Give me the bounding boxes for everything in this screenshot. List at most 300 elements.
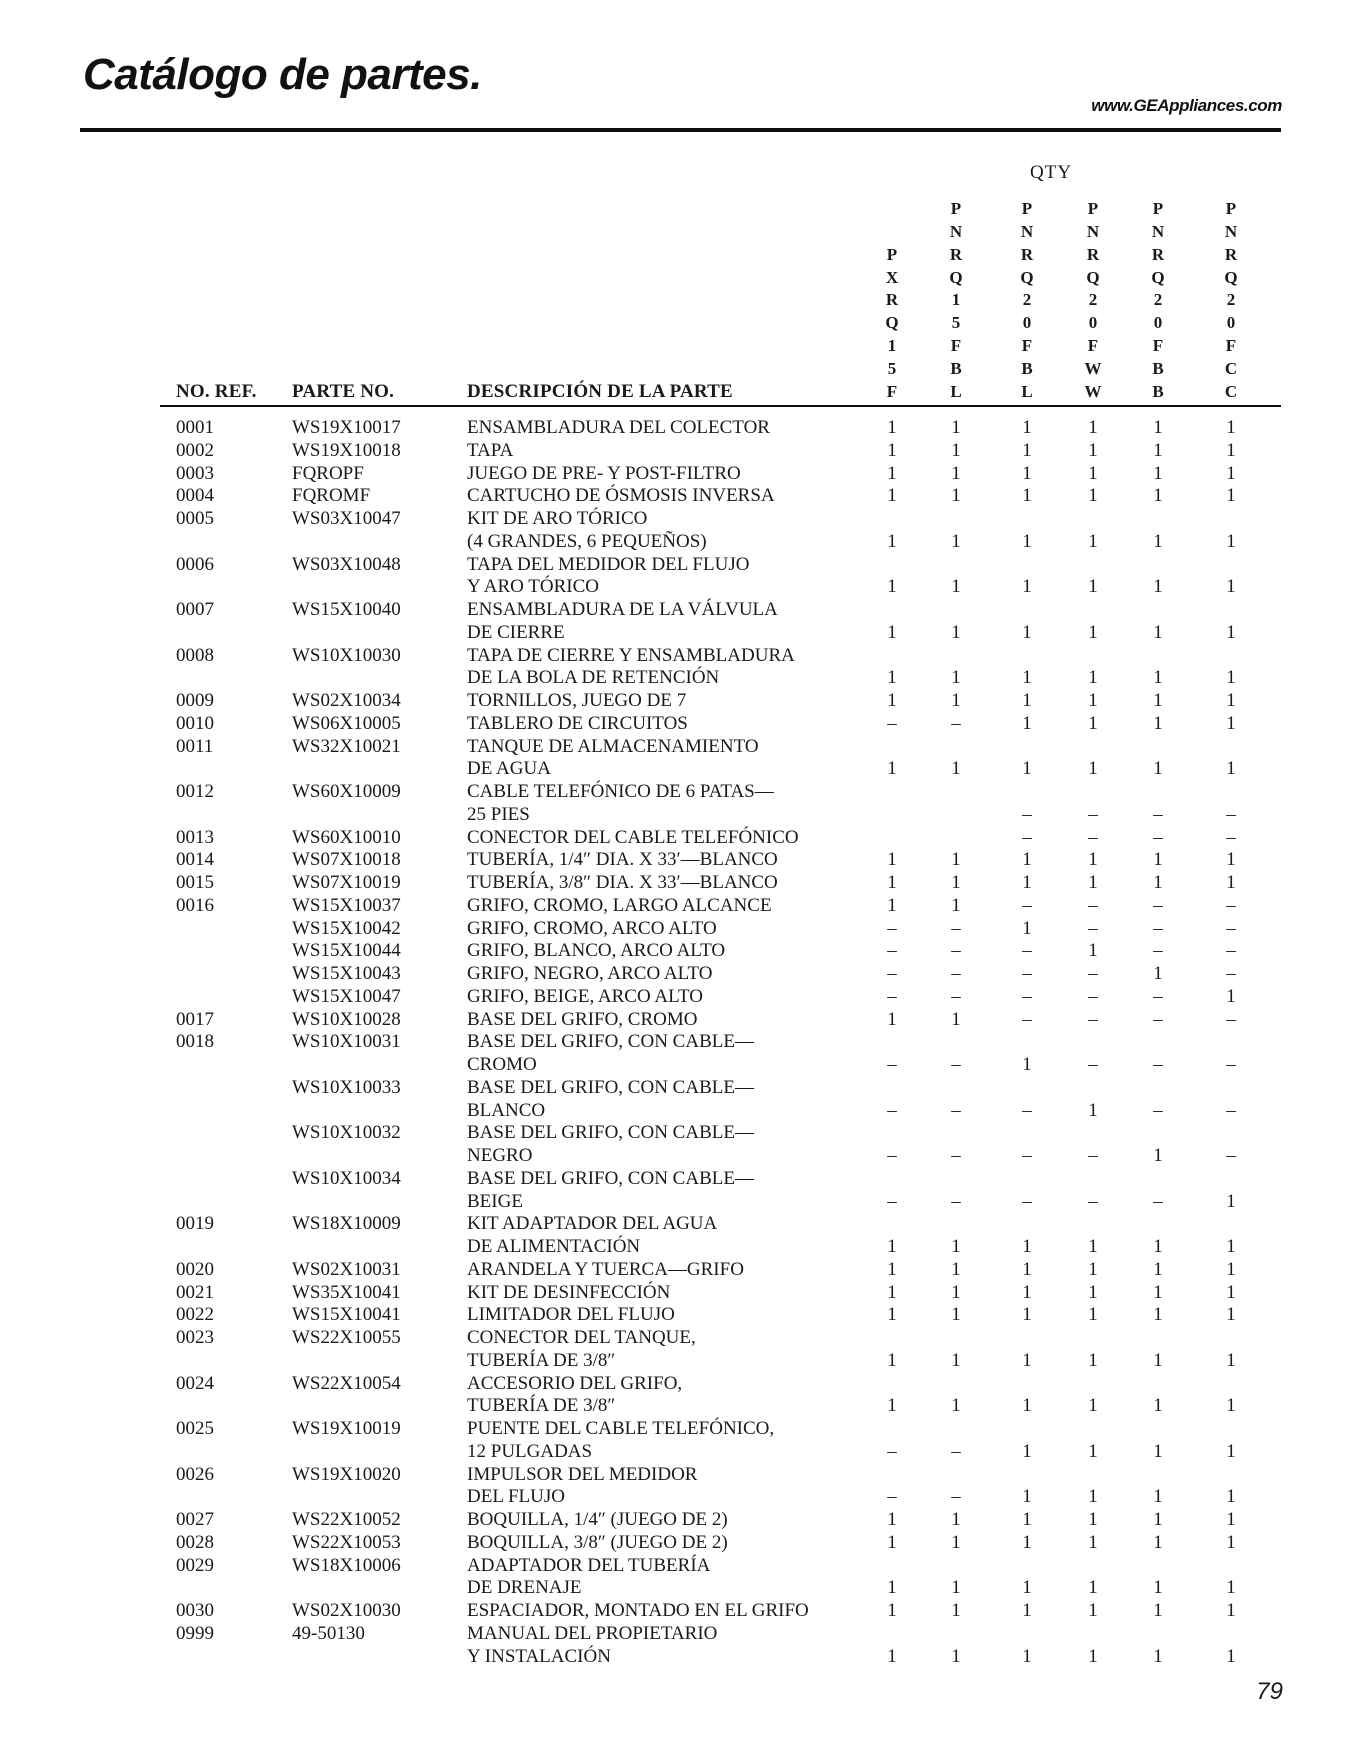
part-description: CABLE TELEFÓNICO DE 6 PATAS— [467, 781, 774, 802]
ref-number: 0018 [176, 1031, 214, 1053]
ref-number: 0016 [176, 894, 214, 916]
qty-cell: – [1088, 985, 1098, 1007]
qty-cell: 1 [1226, 1486, 1236, 1508]
model-code-char: 5 [951, 313, 961, 333]
qty-cell: 1 [951, 530, 961, 552]
qty-cell: – [951, 940, 961, 962]
qty-cell: 1 [887, 690, 897, 711]
part-description: ENSAMBLADURA DEL COLECTOR [467, 417, 770, 438]
table-row [0, 849, 1361, 872]
qty-cell: 1 [951, 849, 961, 871]
qty-cell: 1 [1088, 1600, 1098, 1621]
qty-cell: – [1088, 894, 1098, 916]
qty-cell: 1 [1153, 1236, 1163, 1257]
part-description: KIT DE ARO TÓRICO [467, 508, 648, 529]
qty-cell: 1 [1153, 1349, 1163, 1371]
model-code-char: P [886, 244, 898, 264]
qty-cell: – [1153, 1054, 1163, 1075]
part-description: NEGRO [467, 1145, 533, 1166]
table-row [0, 531, 1361, 554]
qty-cell: 1 [951, 1395, 961, 1417]
qty-cell: 1 [1153, 1395, 1163, 1417]
part-description: ACCESORIO DEL GRIFO, [467, 1372, 683, 1394]
table-row [0, 508, 1361, 531]
table-row [0, 804, 1361, 827]
qty-cell: – [1022, 1145, 1032, 1166]
ref-number: 0027 [176, 1509, 214, 1530]
ref-number: 0028 [176, 1531, 214, 1553]
part-description: DEL FLUJO [467, 1486, 565, 1508]
part-number: WS18X10009 [292, 1213, 401, 1235]
qty-cell: 1 [1088, 1099, 1098, 1121]
qty-cell: – [887, 985, 897, 1007]
part-description: PUENTE DEL CABLE TELEFÓNICO, [467, 1418, 775, 1439]
qty-cell: 1 [1022, 758, 1032, 780]
qty-cell: 1 [1226, 530, 1236, 552]
part-description: TAPA DEL MEDIDOR DEL FLUJO [467, 553, 750, 575]
model-code-char: N [1020, 221, 1034, 241]
qty-cell: 1 [1022, 621, 1032, 643]
qty-cell: – [1022, 826, 1032, 848]
qty-cell: 1 [951, 462, 961, 484]
qty-cell: 1 [1226, 417, 1236, 438]
model-code-char: Q [885, 313, 899, 333]
qty-cell: 1 [1226, 1645, 1236, 1667]
qty-cell: – [1226, 803, 1236, 825]
qty-cell: – [1022, 1190, 1032, 1212]
qty-cell: 1 [1022, 1531, 1032, 1553]
part-description: CONECTOR DEL TANQUE, [467, 1327, 696, 1348]
qty-cell: 1 [951, 758, 961, 780]
part-number: WS15X10043 [292, 963, 401, 984]
table-row [0, 1486, 1361, 1509]
table-row [0, 1623, 1361, 1646]
qty-cell: – [1226, 940, 1236, 962]
part-description: ENSAMBLADURA DE LA VÁLVULA [467, 599, 778, 620]
ref-number: 0011 [176, 735, 214, 757]
table-row [0, 645, 1361, 668]
qty-cell: 1 [1022, 1486, 1032, 1508]
table-row [0, 940, 1361, 963]
qty-cell: – [1226, 963, 1236, 984]
qty-cell: – [1022, 1099, 1032, 1121]
header-rule [80, 128, 1281, 132]
col-head-ref: NO. REF. [176, 381, 257, 402]
part-number: WS22X10054 [292, 1372, 401, 1394]
model-code-char: N [1151, 221, 1165, 241]
part-number: WS10X10028 [292, 1008, 401, 1030]
qty-cell: 1 [1022, 690, 1032, 711]
qty-cell: 1 [887, 1395, 897, 1417]
qty-cell: 1 [887, 462, 897, 484]
part-number: WS18X10006 [292, 1554, 401, 1576]
qty-cell: 1 [887, 1236, 897, 1257]
part-description: GRIFO, CROMO, ARCO ALTO [467, 917, 717, 939]
ref-number: 0022 [176, 1304, 214, 1326]
qty-cell: 1 [1153, 462, 1163, 484]
table-row [0, 1555, 1361, 1578]
qty-cell: 1 [1022, 849, 1032, 871]
qty-cell: 1 [951, 576, 961, 598]
part-number: WS06X10005 [292, 712, 401, 734]
part-description: KIT DE DESINFECCIÓN [467, 1281, 671, 1303]
qty-cell: – [1226, 917, 1236, 939]
model-code-column [877, 174, 907, 404]
model-code-char: 0 [1088, 313, 1098, 333]
table-row [0, 1145, 1361, 1168]
qty-cell: 1 [1226, 690, 1236, 711]
qty-cell: – [1088, 826, 1098, 848]
part-number: WS15X10040 [292, 599, 401, 620]
table-row [0, 1191, 1361, 1214]
model-code-char: B [1152, 359, 1164, 379]
model-code-char: 0 [1226, 313, 1236, 333]
ref-number: 0014 [176, 849, 214, 871]
qty-cell: 1 [887, 439, 897, 461]
part-description: 12 PULGADAS [467, 1440, 593, 1462]
table-row [0, 599, 1361, 622]
table-row [0, 690, 1361, 713]
qty-cell: 1 [1088, 1281, 1098, 1303]
qty-cell: 1 [1226, 1258, 1236, 1280]
part-description: DE DRENAJE [467, 1577, 582, 1599]
model-code-char: 5 [887, 359, 897, 379]
qty-cell: 1 [1022, 576, 1032, 598]
qty-cell: 1 [1153, 485, 1163, 507]
qty-cell: – [1226, 1054, 1236, 1075]
qty-cell: – [887, 1145, 897, 1166]
qty-cell: 1 [1153, 1258, 1163, 1280]
qty-cell: 1 [951, 1008, 961, 1030]
qty-cell: – [887, 940, 897, 962]
part-description: DE AGUA [467, 758, 551, 780]
model-code-char: Q [1151, 267, 1165, 287]
qty-cell: 1 [887, 417, 897, 438]
qty-cell: 1 [1022, 1509, 1032, 1530]
model-code-char: R [1086, 244, 1100, 264]
model-code-char: X [885, 267, 899, 287]
qty-cell: 1 [1153, 1600, 1163, 1621]
qty-cell: 1 [1088, 690, 1098, 711]
ref-number: 0003 [176, 462, 214, 484]
part-description: BASE DEL GRIFO, CON CABLE— [467, 1167, 754, 1189]
qty-cell: 1 [1226, 1531, 1236, 1553]
qty-cell: 1 [887, 1509, 897, 1530]
qty-cell: 1 [951, 667, 961, 689]
table-row [0, 1327, 1361, 1350]
qty-cell: 1 [1022, 1577, 1032, 1599]
qty-cell: – [1088, 1008, 1098, 1030]
qty-cell: 1 [951, 690, 961, 711]
table-row [0, 622, 1361, 645]
qty-cell: 1 [1153, 1577, 1163, 1599]
part-number: WS07X10018 [292, 849, 401, 871]
table-row [0, 736, 1361, 759]
qty-cell: – [1022, 1008, 1032, 1030]
table-row [0, 1304, 1361, 1327]
qty-cell: 1 [1088, 1486, 1098, 1508]
model-code-char: R [949, 244, 963, 264]
part-number: WS10X10034 [292, 1167, 401, 1189]
part-number: WS22X10055 [292, 1327, 401, 1348]
ref-number: 0015 [176, 872, 214, 893]
qty-cell: 1 [887, 1281, 897, 1303]
qty-cell: 1 [1153, 1304, 1163, 1326]
qty-cell: – [1088, 1054, 1098, 1075]
qty-cell: 1 [1226, 1304, 1236, 1326]
qty-cell: 1 [1153, 1440, 1163, 1462]
qty-cell: 1 [951, 439, 961, 461]
table-row [0, 713, 1361, 736]
qty-cell: 1 [1088, 940, 1098, 962]
part-description: CARTUCHO DE ÓSMOSIS INVERSA [467, 485, 775, 507]
table-row [0, 781, 1361, 804]
qty-cell: 1 [1088, 1236, 1098, 1257]
qty-cell: 1 [1153, 872, 1163, 893]
ref-number: 0021 [176, 1281, 214, 1303]
qty-cell: 1 [1226, 667, 1236, 689]
qty-cell: 1 [1153, 849, 1163, 871]
col-head-part: PARTE NO. [292, 381, 395, 402]
page-number: 79 [1256, 1678, 1283, 1705]
model-code-char: R [1224, 244, 1238, 264]
model-code-char: P [1152, 198, 1164, 218]
qty-cell: 1 [1088, 1395, 1098, 1417]
ref-number: 0030 [176, 1600, 214, 1621]
part-description: TORNILLOS, JUEGO DE 7 [467, 690, 687, 711]
qty-cell: – [1226, 1145, 1236, 1166]
qty-cell: 1 [887, 1349, 897, 1371]
qty-cell: – [951, 1486, 961, 1508]
qty-cell: 1 [1226, 758, 1236, 780]
qty-cell: 1 [1088, 485, 1098, 507]
part-description: BASE DEL GRIFO, CON CABLE— [467, 1076, 754, 1098]
qty-cell: 1 [1153, 1145, 1163, 1166]
qty-cell: 1 [887, 872, 897, 893]
qty-cell: 1 [1153, 417, 1163, 438]
table-row [0, 758, 1361, 781]
ref-number: 0020 [176, 1258, 214, 1280]
part-number: WS22X10053 [292, 1531, 401, 1553]
qty-cell: – [1022, 803, 1032, 825]
qty-cell: 1 [887, 621, 897, 643]
qty-cell: – [951, 1099, 961, 1121]
qty-cell: – [887, 963, 897, 984]
table-row [0, 1418, 1361, 1441]
table-row [0, 918, 1361, 941]
part-description: TANQUE DE ALMACENAMIENTO [467, 735, 759, 757]
table-row [0, 1100, 1361, 1123]
qty-cell: 1 [887, 758, 897, 780]
qty-cell: 1 [1022, 462, 1032, 484]
model-code-char: 2 [1022, 290, 1032, 310]
table-row [0, 1259, 1361, 1282]
table-row [0, 1122, 1361, 1145]
qty-cell: 1 [1226, 1395, 1236, 1417]
qty-cell: 1 [887, 576, 897, 598]
qty-cell: 1 [1226, 872, 1236, 893]
qty-cell: 1 [1022, 1281, 1032, 1303]
qty-cell: 1 [951, 894, 961, 916]
qty-cell: 1 [1088, 576, 1098, 598]
qty-cell: 1 [1088, 1531, 1098, 1553]
qty-cell: 1 [1022, 417, 1032, 438]
ref-number: 0024 [176, 1372, 214, 1394]
part-number: WS15X10042 [292, 917, 401, 939]
part-number: WS19X10020 [292, 1463, 401, 1485]
qty-cell: 1 [1088, 417, 1098, 438]
model-code-char: 0 [1022, 313, 1032, 333]
qty-cell: 1 [1022, 1600, 1032, 1621]
part-description: DE ALIMENTACIÓN [467, 1236, 641, 1257]
qty-cell: 1 [1088, 872, 1098, 893]
part-description: BOQUILLA, 1/4″ (JUEGO DE 2) [467, 1509, 728, 1530]
qty-cell: 1 [887, 894, 897, 916]
part-number: WS02X10034 [292, 690, 401, 711]
part-description: TABLERO DE CIRCUITOS [467, 712, 688, 734]
qty-cell: 1 [887, 667, 897, 689]
part-description: TUBERÍA, 1/4″ DIA. X 33′—BLANCO [467, 849, 778, 871]
part-description: KIT ADAPTADOR DEL AGUA [467, 1213, 718, 1235]
model-code-column [1012, 174, 1042, 404]
qty-cell: – [887, 1486, 897, 1508]
qty-cell: 1 [887, 485, 897, 507]
table-row [0, 1282, 1361, 1305]
qty-cell: – [1022, 985, 1032, 1007]
part-number: WS32X10021 [292, 735, 401, 757]
qty-cell: – [1226, 826, 1236, 848]
qty-cell: 1 [1088, 712, 1098, 734]
qty-cell: 1 [1226, 1509, 1236, 1530]
qty-cell: 1 [887, 1304, 897, 1326]
qty-cell: 1 [1088, 667, 1098, 689]
qty-cell: 1 [1022, 917, 1032, 939]
ref-number: 0002 [176, 439, 214, 461]
part-description: BASE DEL GRIFO, CON CABLE— [467, 1031, 754, 1053]
qty-cell: 1 [1226, 462, 1236, 484]
qty-cell: 1 [1153, 530, 1163, 552]
model-code-char: 1 [887, 336, 897, 356]
model-code-char: 0 [1153, 313, 1163, 333]
table-row [0, 872, 1361, 895]
model-code-char: N [1224, 221, 1238, 241]
qty-cell: 1 [1088, 1577, 1098, 1599]
table-row [0, 1031, 1361, 1054]
part-number: WS07X10019 [292, 872, 401, 893]
table-row [0, 1646, 1361, 1669]
ref-number: 0006 [176, 553, 214, 575]
qty-cell: 1 [1153, 667, 1163, 689]
part-description: TUBERÍA DE 3/8″ [467, 1395, 616, 1417]
model-code-column [941, 174, 971, 404]
part-number: WS03X10047 [292, 508, 401, 529]
part-number: WS60X10010 [292, 826, 401, 848]
qty-cell: 1 [951, 1349, 961, 1371]
ref-number: 0026 [176, 1463, 214, 1485]
model-code-char: P [1225, 198, 1237, 218]
qty-cell: – [1226, 1008, 1236, 1030]
qty-cell: – [1153, 917, 1163, 939]
qty-cell: 1 [951, 1600, 961, 1621]
qty-cell: 1 [1226, 1349, 1236, 1371]
table-rule [160, 405, 1281, 407]
qty-cell: 1 [1022, 1236, 1032, 1257]
qty-cell: 1 [951, 621, 961, 643]
model-code-char: F [1087, 336, 1099, 356]
model-code-char: 2 [1226, 290, 1236, 310]
part-number: WS02X10031 [292, 1258, 401, 1280]
qty-cell: – [1226, 894, 1236, 916]
qty-cell: 1 [1088, 1304, 1098, 1326]
qty-cell: – [1022, 940, 1032, 962]
qty-cell: – [1153, 803, 1163, 825]
qty-cell: 1 [1022, 1645, 1032, 1667]
qty-cell: 1 [1226, 1440, 1236, 1462]
qty-cell: 1 [1226, 485, 1236, 507]
table-row [0, 1236, 1361, 1259]
model-code-char: B [1152, 382, 1164, 402]
model-code-char: Q [1224, 267, 1238, 287]
ref-number: 0012 [176, 781, 214, 802]
qty-cell: 1 [887, 849, 897, 871]
qty-cell: 1 [1022, 485, 1032, 507]
model-code-char: R [1020, 244, 1034, 264]
table-row [0, 1464, 1361, 1487]
model-code-char: P [950, 198, 962, 218]
model-code-char: P [1087, 198, 1099, 218]
qty-cell: 1 [887, 1600, 897, 1621]
part-description: TAPA DE CIERRE Y ENSAMBLADURA [467, 644, 795, 666]
part-number: WS10X10032 [292, 1122, 401, 1144]
model-code-char: N [1086, 221, 1100, 241]
qty-cell: – [1153, 894, 1163, 916]
qty-cell: 1 [951, 1304, 961, 1326]
qty-cell: 1 [887, 530, 897, 552]
model-code-char: C [1224, 359, 1238, 379]
qty-cell: 1 [1226, 985, 1236, 1007]
qty-cell: – [1153, 1008, 1163, 1030]
part-description: GRIFO, BEIGE, ARCO ALTO [467, 985, 703, 1007]
qty-cell: 1 [1088, 1258, 1098, 1280]
qty-cell: 1 [1022, 1054, 1032, 1075]
model-code-char: Q [1086, 267, 1100, 287]
part-number: WS03X10048 [292, 553, 401, 575]
part-number: WS22X10052 [292, 1509, 401, 1530]
qty-cell: 1 [1153, 576, 1163, 598]
qty-cell: – [1153, 826, 1163, 848]
part-number: WS19X10019 [292, 1418, 401, 1439]
qty-cell: 1 [1153, 963, 1163, 984]
part-description: ADAPTADOR DEL TUBERÍA [467, 1554, 711, 1576]
table-row [0, 576, 1361, 599]
qty-cell: 1 [951, 1645, 961, 1667]
qty-cell: 1 [951, 485, 961, 507]
qty-cell: 1 [951, 1509, 961, 1530]
qty-cell: 1 [1153, 1509, 1163, 1530]
ref-number: 0025 [176, 1418, 214, 1439]
table-row [0, 1054, 1361, 1077]
table-row [0, 463, 1361, 486]
qty-cell: – [951, 712, 961, 734]
qty-cell: 1 [1022, 530, 1032, 552]
qty-cell: 1 [1088, 1645, 1098, 1667]
qty-cell: 1 [951, 417, 961, 438]
qty-cell: 1 [1088, 1509, 1098, 1530]
qty-cell: – [951, 1190, 961, 1212]
table-row [0, 1395, 1361, 1418]
table-row [0, 1441, 1361, 1464]
model-code-char: R [1151, 244, 1165, 264]
